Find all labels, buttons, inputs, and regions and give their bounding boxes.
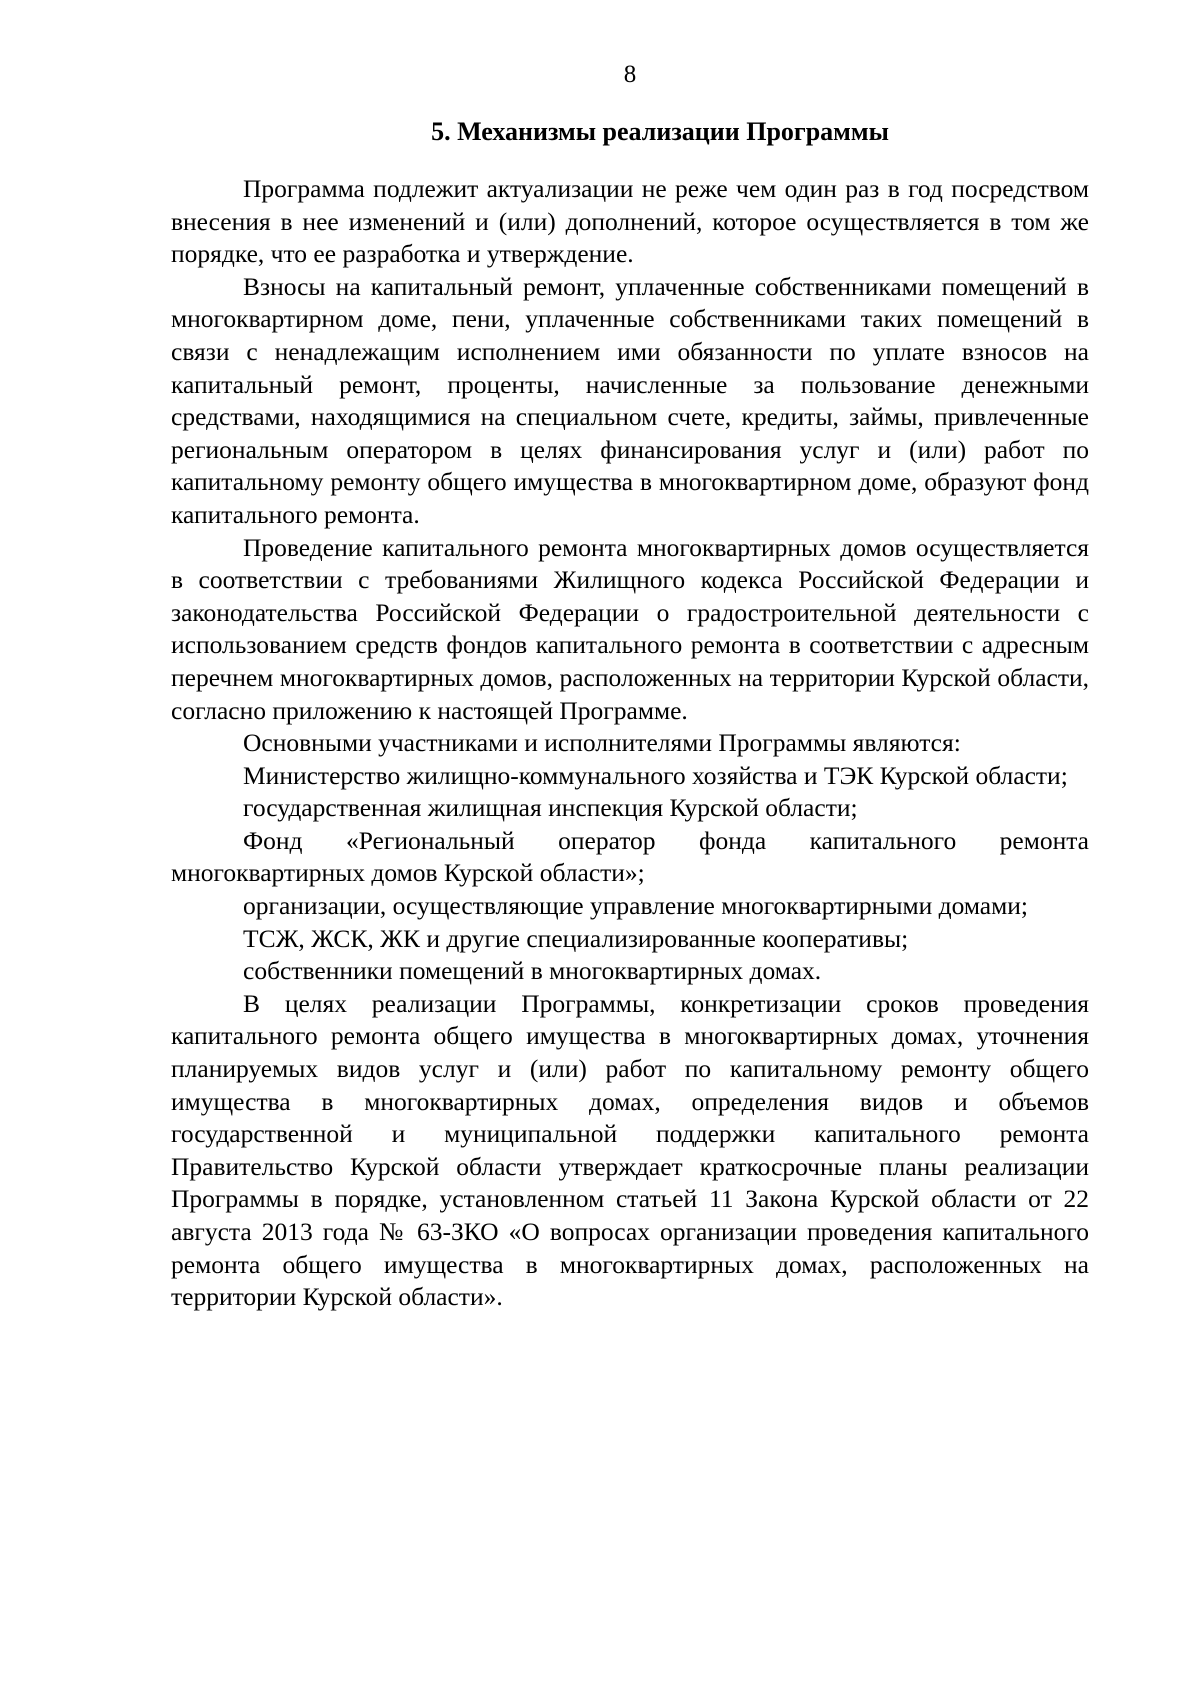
paragraph: Основными участниками и исполнителями Программы являются: [243,728,961,758]
list-item: Фонд «Региональный оператор фонда капитального ремонта многоквартирных домов Курской области»; [171,825,1089,888]
paragraph: Программа подлежит актуализации не реже чем один раз в год посредством внесения в нее изменений и (или) дополнений, которое осуществляется в том же порядке, что ее разработка и утверждение. [171,174,1089,269]
list-item: государственная жилищная инспекция Курской области; [243,793,858,823]
list-item: собственники помещений в многоквартирных домах. [243,956,822,986]
page-number: 8 [623,61,637,88]
list-item: организации, осуществляющие управление многоквартирными домами; [243,891,1028,921]
section-title: 5. Механизмы реализации Программы [431,117,889,146]
document-body [171,173,1089,1314]
paragraph: Проведение капитального ремонта многоквартирных домов осуществляется в соответствии с требованиями Жилищного кодекса Российской Федерации и законодательства Российской Федерации о градостроительной деятельности с использованием средств фондов капитального ремонта в соответствии с адресным перечнем многоквартирных домов, расположенных на территории Курской области, согласно приложению к настоящей Программе. [171,532,1089,725]
list-item: Министерство жилищно-коммунального хозяйства и ТЭК Курской области; [243,760,1068,790]
paragraph: В целях реализации Программы, конкретизации сроков проведения капитального ремонта общего имущества в многоквартирных домах, уточнения планируемых видов услуг и (или) работ по капитальному ремонту общего имущества в многоквартирных домах, определения видов и объемов государственной и муниципальной поддержки капитального ремонта Правительство Курской области утверждает краткосрочные планы реализации Программы в порядке, установленном статьей 11 Закона Курской области от 22 августа 2013 года № 63-ЗКО «О вопросах организации проведения капитального ремонта общего имущества в многоквартирных домах, расположенных на территории Курской области». [171,988,1089,1312]
list-item: ТСЖ, ЖСК, ЖК и другие специализированные кооперативы; [243,923,909,953]
paragraph: Взносы на капитальный ремонт, уплаченные собственниками помещений в многоквартирном доме, пени, уплаченные собственниками таких помещений в связи с ненадлежащим исполнением ими обязанности по уплате взносов на капитальный ремонт, проценты, начисленные за пользование денежными средствами, находящимися на специальном счете, кредиты, займы, привлеченные региональным оператором в целях финансирования услуг и (или) работ по капитальному ремонту общего имущества в многоквартирном доме, образуют фонд капитального ремонта. [171,271,1089,529]
